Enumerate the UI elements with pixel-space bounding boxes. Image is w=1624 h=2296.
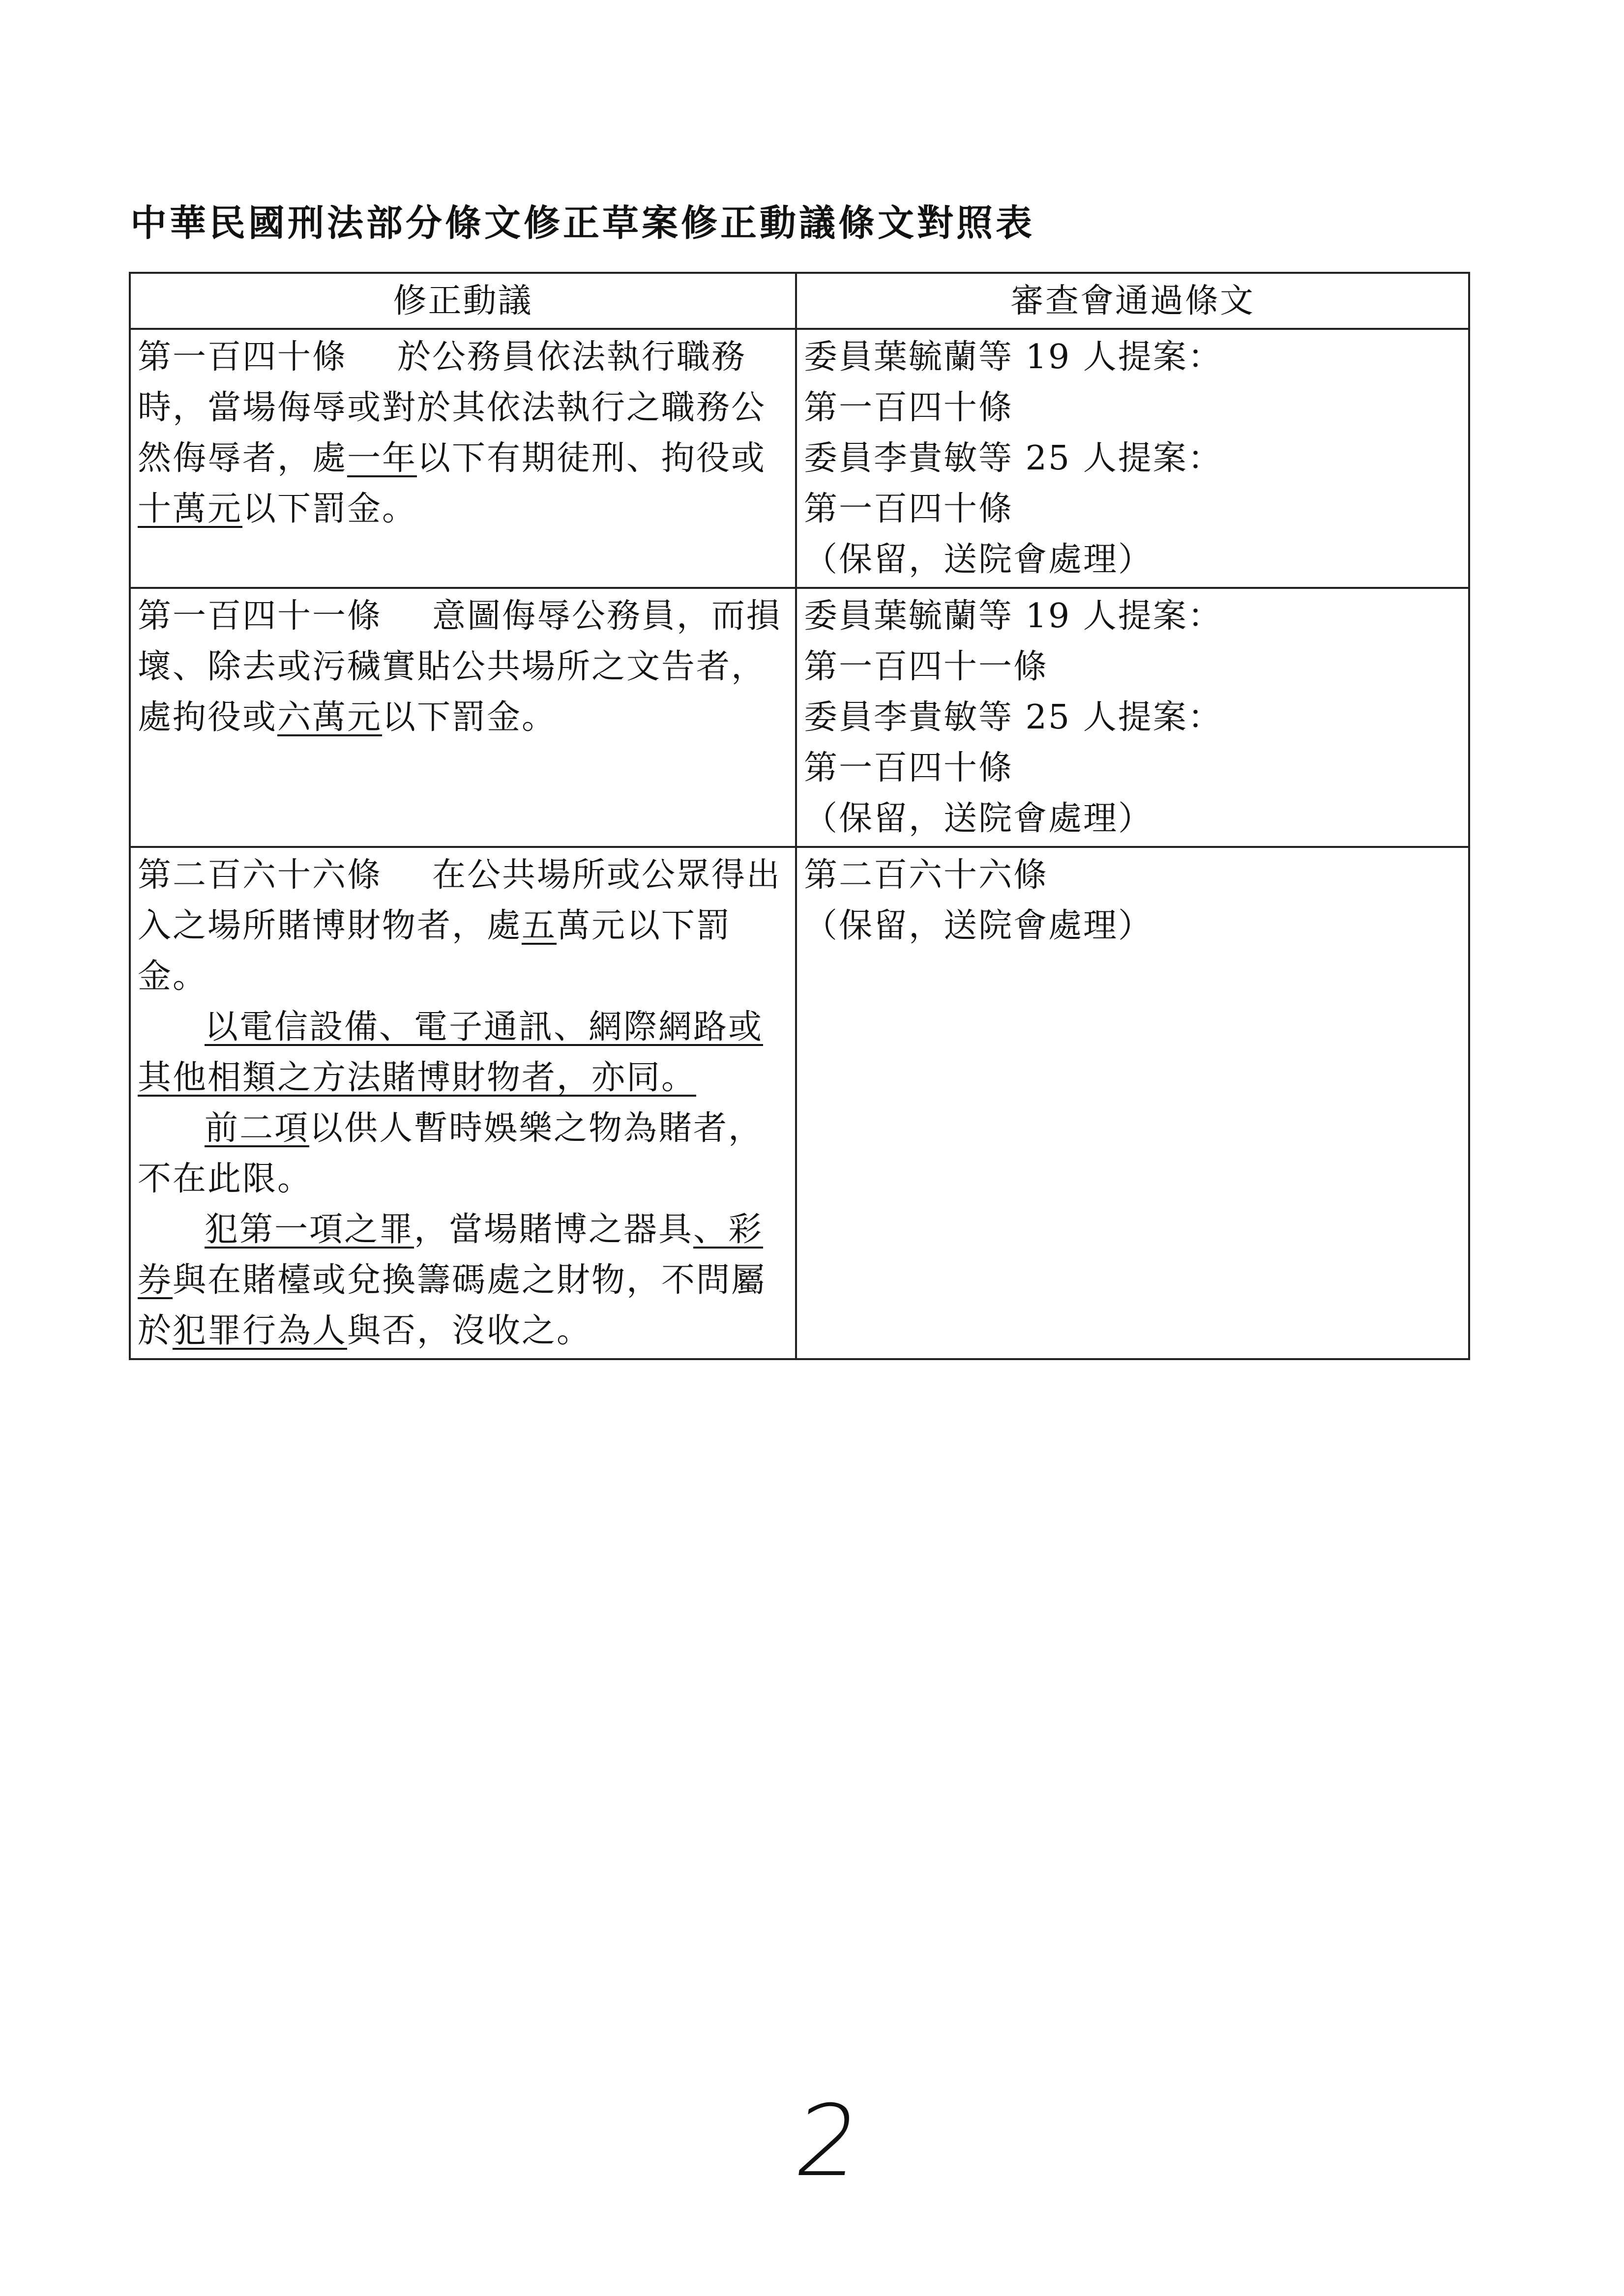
amendment-text: 以供人暫時娛樂之物為賭者，不在此限。 <box>138 1109 764 1198</box>
page-number: 2 <box>788 2084 867 2199</box>
approved-line: （保留，送院會處理） <box>804 540 1153 579</box>
approved-line: （保留，送院會處理） <box>804 799 1153 838</box>
approved-line: 第一百四十一條 <box>804 647 1049 686</box>
amendment-text: 與否，沒收之。 <box>347 1311 592 1350</box>
amendment-text: ，當場賭博之器具 <box>414 1210 694 1249</box>
approved-line: 委員李貴敏等 25 人提案： <box>804 698 1223 737</box>
amended-text: 五 <box>522 906 557 945</box>
approved-line: 委員葉毓蘭等 19 人提案： <box>804 338 1223 377</box>
approved-cell <box>796 847 1469 1359</box>
header-amendment: 修正動議 <box>130 273 796 329</box>
amendment-paragraph <box>138 1103 788 1204</box>
amended-text: 以電信設備、電子通訊、網際網路或其他相類之方法賭博財物者，亦同。 <box>138 1008 764 1097</box>
amendment-paragraph <box>138 332 788 534</box>
amendment-paragraph <box>138 591 788 743</box>
approved-line: 第一百四十條 <box>804 490 1014 528</box>
table-row <box>130 588 1469 847</box>
amendment-text: 萬元以下罰金。 <box>138 906 732 996</box>
amendment-paragraph <box>138 1204 788 1356</box>
approved-line: 第二百六十六條 <box>804 856 1049 895</box>
header-approved: 審查會通過條文 <box>796 273 1469 329</box>
amendment-text: 於公務員依法執行職務時，當場侮辱或對於其依法執行之職務公然侮辱者，處 <box>138 338 767 478</box>
approved-line: 第一百四十條 <box>804 749 1014 787</box>
article-title: 第二百六十六條 <box>138 856 383 895</box>
approved-line: 委員葉毓蘭等 19 人提案： <box>804 597 1223 636</box>
amendment-cell <box>130 847 796 1359</box>
amended-text: 六萬元 <box>277 698 383 737</box>
amended-text: 十萬元 <box>138 490 243 528</box>
amended-text: 犯罪行為人 <box>173 1311 348 1350</box>
amended-text: 犯第一項之罪 <box>205 1210 414 1249</box>
approved-line: 第一百四十條 <box>804 388 1014 427</box>
amended-text: 前二項 <box>205 1109 310 1148</box>
amended-text: 、彩券 <box>138 1210 764 1300</box>
article-title: 第一百四十一條 <box>138 597 383 636</box>
amendment-paragraph <box>138 850 788 1002</box>
amendment-cell <box>130 329 796 588</box>
amendment-text: 以下有期徒刑、拘役或 <box>417 439 767 478</box>
approved-cell <box>796 588 1469 847</box>
comparison-table <box>129 272 1470 1360</box>
amendment-cell <box>130 588 796 847</box>
approved-line: （保留，送院會處理） <box>804 906 1153 945</box>
amendment-text: 與在賭檯或兌換籌碼處之財物，不問屬於 <box>138 1261 767 1350</box>
table-header-row <box>130 273 1469 329</box>
table-row <box>130 329 1469 588</box>
amendment-text: 以下罰金。 <box>242 490 417 528</box>
amended-text: 一年 <box>347 439 417 478</box>
table-row <box>130 847 1469 1359</box>
approved-cell <box>796 329 1469 588</box>
article-title: 第一百四十條 <box>138 338 348 377</box>
amendment-paragraph <box>138 1002 788 1103</box>
amendment-text: 意圖侮辱公務員，而損壞、除去或污穢實貼公共場所之文告者，處拘役或 <box>138 597 782 737</box>
document-title: 中華民國刑法部分條文修正草案修正動議條文對照表 <box>130 202 1035 244</box>
amendment-text: 以下罰金。 <box>382 698 557 737</box>
amendment-text: 在公共場所或公眾得出入之場所賭博財物者，處 <box>138 856 782 945</box>
approved-line: 委員李貴敏等 25 人提案： <box>804 439 1223 478</box>
